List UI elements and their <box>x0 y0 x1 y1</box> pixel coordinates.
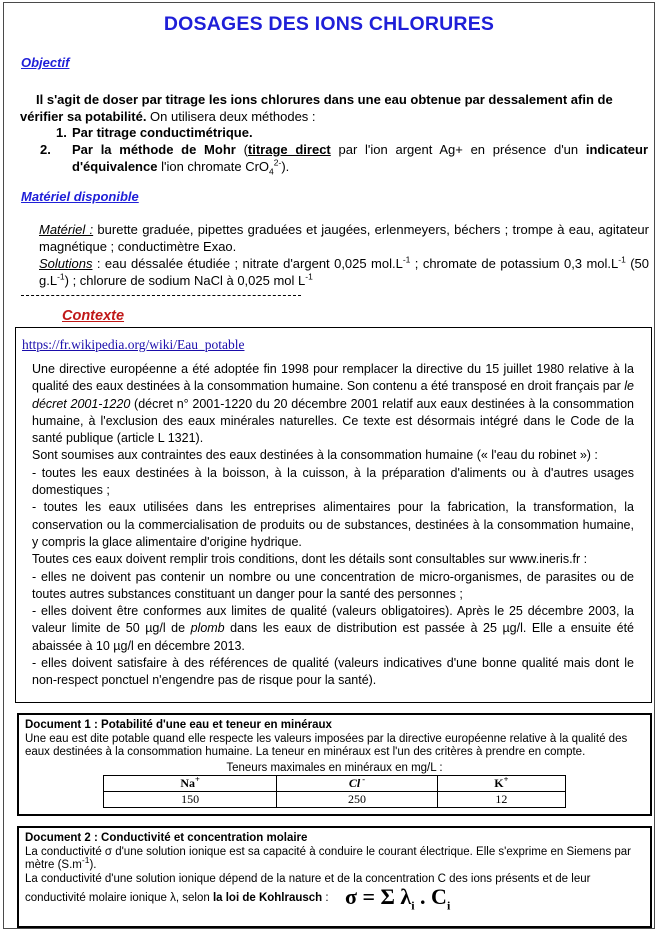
solutions-sup-4: -1 <box>305 271 313 282</box>
method-item-2-end: ). <box>281 159 290 174</box>
solutions-sup-3: -1 <box>57 271 65 282</box>
document-2-text-3 <box>25 892 329 904</box>
objectif-intro-rest: On utilisera deux méthodes : <box>146 109 316 124</box>
mineral-table-caption: Teneurs maximales en minéraux en mg/L : <box>226 762 443 774</box>
materiel-label: Matériel : <box>39 222 94 237</box>
header-na <box>104 776 277 792</box>
method-item-1 <box>56 124 648 141</box>
dashed-divider <box>21 295 301 296</box>
method-item-1-text: Par titrage conductimétrique. <box>72 125 253 140</box>
contexte-p6: - elles ne doivent pas contenir un nombre ou une concentration de micro-organismes, de parasites ou de toutes autres substances constituant un danger pour la santé des personnes ; <box>32 569 634 601</box>
siemens-superscript: -1 <box>81 855 90 866</box>
wikipedia-link[interactable]: https://fr.wikipedia.org/wiki/Eau_potable <box>22 337 245 352</box>
decret-reference: le décret 2001-1220 <box>32 379 634 411</box>
header-k-label: K <box>494 776 504 790</box>
mineral-table-header <box>104 776 566 792</box>
method-item-2-direct: titrage direct <box>247 142 331 157</box>
header-na-label: Na <box>180 776 196 790</box>
document-1-text: Une eau est dite potable quand elle respecte les valeurs imposées par la directive européenne relative à la qualité des eaux destinées à la consommation humaine. La teneur en minéraux est l'un des critères à prendre en compte. <box>25 733 628 758</box>
value-cl: 250 <box>277 792 437 808</box>
header-na-charge: + <box>195 774 200 784</box>
method-item-2: 2. Par la méthode de Mohr (titrage direct par l'ion argent Ag+ en présence d'un indicateur d'équivalence l'ion chromate CrO$_4^{2-}$). <box>40 142 648 177</box>
mineral-table <box>103 775 566 808</box>
header-k <box>437 776 565 792</box>
contexte-p5: Toutes ces eaux doivent remplir trois conditions, dont les détails sont consultables sur www.ineris.fr : <box>32 552 588 567</box>
formula-part-a: σ = Σ λ <box>345 884 412 909</box>
materiel-block <box>39 221 649 289</box>
method-item-2-title: Par la méthode de Mohr <box>72 142 236 157</box>
page-title: DOSAGES DES IONS CHLORURES <box>163 13 495 35</box>
contexte-p1-c: (décret n° 2001-1220 du 20 décembre 2001 relatif aux eaux destinées à la consommation humaine, à l'exclusion des eaux minérales naturelles. Ce texte est désormais intégré dans le Code de la santé publique (article L 1321). <box>32 396 634 446</box>
document-2-text-1 <box>25 846 645 872</box>
contexte-p8: - elles doivent satisfaire à des références de qualité (valeurs indicatives d'une bonne qualité mais dont le non-respect ponctuel n'engendre pas de risque pour la santé). <box>32 656 634 688</box>
contexte-heading: Contexte <box>62 308 125 324</box>
methods-list <box>40 124 648 177</box>
chromate-superscript: 2- <box>273 157 282 168</box>
contexte-p3: - toutes les eaux destinées à la boisson, à la cuisson, à la préparation d'aliments ou à d'autres usages domestiques ; <box>32 465 634 498</box>
solutions-text-b: ; chromate de potassium 0,3 mol.L <box>410 256 619 271</box>
document-2-box <box>17 826 652 928</box>
value-na: 150 <box>104 792 277 808</box>
contexte-p1-a: Une directive européenne a été adoptée fin 1998 pour remplacer la directive du 15 juillet 1980 relative à la qualité des eaux destinées à la consommation humaine. Son contenu a été transposé en droit français par <box>32 362 634 394</box>
kohlrausch-formula <box>345 884 451 913</box>
header-cl-label: Cl <box>348 776 361 790</box>
method-item-2-text: par l'ion argent Ag+ en présence d'un <box>330 142 586 157</box>
solutions-text-d: ) ; chlorure de sodium NaCl à 0,025 mol L <box>64 273 306 288</box>
solutions-label: Solutions <box>39 256 93 271</box>
chromate-subscript: 4 <box>269 166 274 177</box>
materiel-text: burette graduée, pipettes graduées et jaugées, erlenmeyers, béchers ; trompe à eau, agitateur magnétique ; conductimètre Exao. <box>39 222 649 254</box>
objectif-intro <box>20 91 648 125</box>
method-item-1-number: 1. <box>56 125 67 140</box>
document-1-box <box>17 713 652 816</box>
document-1-title: Document 1 : Potabilité d'une eau et teneur en minéraux <box>25 719 332 731</box>
header-k-charge: + <box>503 774 509 784</box>
document-2-title: Document 2 : Conductivité et concentration molaire <box>25 832 308 844</box>
document-2-text-1-a: La conductivité σ d'une solution ionique est sa capacité à conduire le courant électrique. Elle s'exprime en Siemens par mètre (S.m <box>25 846 632 871</box>
method-item-2-number: 2. <box>40 142 51 157</box>
materiel-line <box>39 221 649 255</box>
contexte-body <box>32 361 634 690</box>
formula-sub-2: i <box>446 898 451 913</box>
header-cl <box>277 776 437 792</box>
contexte-p7 <box>32 603 634 655</box>
solutions-text-c: (50 g.L <box>39 256 649 288</box>
solutions-line <box>39 255 649 289</box>
document-2-text-3-a: conductivité molaire ionique λ, selon <box>25 892 213 904</box>
header-cl-charge: - <box>360 774 366 784</box>
contexte-p2: Sont soumises aux contraintes des eaux destinées à la consommation humaine (« l'eau du robinet ») : <box>32 448 598 463</box>
mineral-table-row <box>104 792 566 808</box>
document-2-text-3-c: : <box>322 892 329 904</box>
document-page <box>3 2 655 929</box>
objectif-intro-bold: Il s'agit de doser par titrage les ions chlorures dans une eau obtenue par dessalement afin de vérifier sa potabilité. <box>20 92 613 124</box>
objectif-heading: Objectif <box>21 55 70 70</box>
formula-part-b: . C <box>414 884 447 909</box>
contexte-p7-c: dans les eaux de distribution est passée à 25 µg/l. Elle a ensuite été abaissée à 10 µg/l en décembre 2013. <box>32 621 634 653</box>
solutions-sup-2: -1 <box>618 254 626 265</box>
method-item-2-chromate: l'ion chromate CrO <box>157 159 270 174</box>
contexte-p4: - toutes les eaux utilisées dans les entreprises alimentaires pour la fabrication, la transformation, la conservation ou la commercialisation de produits ou de substances, destinées à la consommation humaine, y compris la glace alimentaire d'origine hydrique. <box>32 500 634 549</box>
contexte-p1 <box>32 361 634 447</box>
contexte-box <box>15 327 652 703</box>
document-2-text-1-b: ). <box>89 859 97 871</box>
kohlrausch-law: la loi de Kohlrausch <box>212 892 323 904</box>
solutions-sup-1: -1 <box>402 254 411 265</box>
solutions-text-a: : eau déssalée étudiée ; nitrate d'argent 0,025 mol.L <box>92 256 403 271</box>
materiel-heading: Matériel disponible <box>21 189 139 204</box>
document-2-text-2: La conductivité d'une solution ionique dépend de la nature et de la concentration C des ions présents et de leur <box>25 873 591 885</box>
plomb-word: plomb <box>190 621 225 636</box>
value-k: 12 <box>437 792 565 808</box>
contexte-p7-a: - elles doivent être conformes aux limites de qualité (valeurs obligatoires). Après le 25 décembre 2003, la valeur limite de 50 µg/l de <box>32 604 634 636</box>
formula-sub-1: i <box>411 898 415 913</box>
method-item-2-indicator: indicateur d'équivalence <box>72 142 648 174</box>
